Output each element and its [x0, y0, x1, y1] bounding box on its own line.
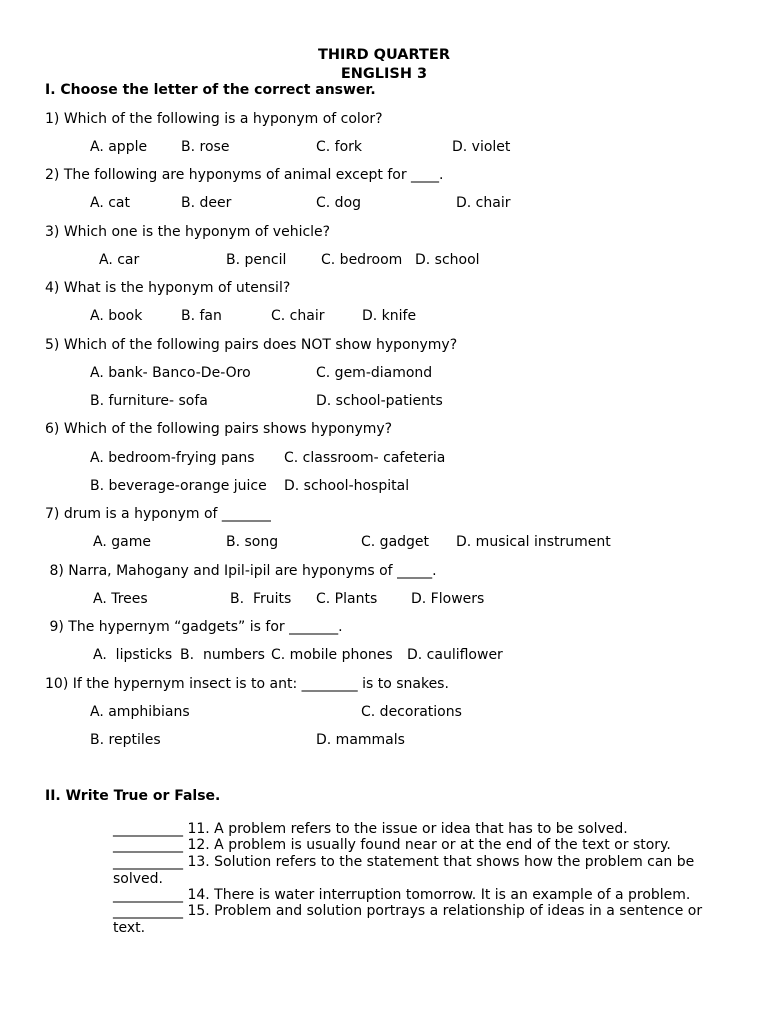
q8-option-c: C. Plants	[316, 591, 378, 607]
q2-option-c: C. dog	[316, 195, 362, 211]
question-3: 3) Which one is the hyponym of vehicle?	[45, 224, 331, 240]
q6-option-b: B. beverage-orange juice	[90, 478, 267, 494]
q1-option-a: A. apple	[90, 139, 148, 155]
question-2: 2) The following are hyponyms of animal except for ____.	[45, 167, 444, 183]
q8-option-a: A. Trees	[93, 591, 148, 607]
question-8: 8) Narra, Mahogany and Ipil-ipil are hyponyms of _____.	[45, 563, 437, 579]
q7-option-d: D. musical instrument	[456, 534, 611, 550]
q9-option-a: A. lipsticks	[93, 647, 173, 663]
q10-option-c: C. decorations	[361, 704, 462, 720]
q8-option-d: D. Flowers	[411, 591, 485, 607]
q10-option-a: A. amphibians	[90, 704, 190, 720]
q2-option-a: A. cat	[90, 195, 130, 211]
q1-option-b: B. rose	[181, 139, 230, 155]
q3-option-d: D. school	[415, 252, 480, 268]
q9-option-d: D. cauliflower	[407, 647, 503, 663]
q7-option-b: B. song	[226, 534, 279, 550]
tf-item-11: __________ 11. A problem refers to the issue or idea that has to be solved.	[113, 821, 628, 837]
question-7: 7) drum is a hyponym of _______	[45, 506, 271, 522]
q10-option-b: B. reptiles	[90, 732, 161, 748]
question-4: 4) What is the hyponym of utensil?	[45, 280, 291, 296]
q2-option-b: B. deer	[181, 195, 232, 211]
q3-option-c: C. bedroom	[321, 252, 403, 268]
question-9: 9) The hypernym “gadgets” is for _______.	[45, 619, 343, 635]
q9-option-b: B. numbers	[180, 647, 265, 663]
q6-option-a: A. bedroom-frying pans	[90, 450, 255, 466]
q6-option-d: D. school-hospital	[284, 478, 410, 494]
q3-option-a: A. car	[99, 252, 140, 268]
q5-option-c: C. gem-diamond	[316, 365, 433, 381]
question-5: 5) Which of the following pairs does NOT show hyponymy?	[45, 337, 458, 353]
q7-option-a: A. game	[93, 534, 151, 550]
part2-heading: II. Write True or False.	[45, 788, 221, 804]
tf-item-14: __________ 14. There is water interruption tomorrow. It is an example of a problem.	[113, 887, 691, 903]
q4-option-c: C. chair	[271, 308, 325, 324]
q4-option-b: B. fan	[181, 308, 222, 324]
q9-option-c: C. mobile phones	[271, 647, 393, 663]
part1-heading: I. Choose the letter of the correct answer.	[45, 82, 376, 98]
q8-option-b: B. Fruits	[230, 591, 292, 607]
tf-item-13: __________ 13. Solution refers to the statement that shows how the problem can be solved.	[113, 854, 695, 887]
q4-option-a: A. book	[90, 308, 143, 324]
q4-option-d: D. knife	[362, 308, 417, 324]
question-6: 6) Which of the following pairs shows hyponymy?	[45, 421, 393, 437]
q7-option-c: C. gadget	[361, 534, 430, 550]
tf-item-12: __________ 12. A problem is usually found near or at the end of the text or story.	[113, 837, 671, 853]
q2-option-d: D. chair	[456, 195, 511, 211]
tf-item-15: __________ 15. Problem and solution portrays a relationship of ideas in a sentence or text.	[113, 903, 703, 936]
q10-option-d: D. mammals	[316, 732, 405, 748]
q1-option-d: D. violet	[452, 139, 511, 155]
q5-option-d: D. school-patients	[316, 393, 443, 409]
question-10: 10) If the hypernym insect is to ant: ________ is to snakes.	[45, 676, 449, 692]
subject-title: ENGLISH 3	[340, 66, 428, 82]
q5-option-b: B. furniture- sofa	[90, 393, 208, 409]
q3-option-b: B. pencil	[226, 252, 287, 268]
q6-option-c: C. classroom- cafeteria	[284, 450, 446, 466]
quarter-title: THIRD QUARTER	[317, 47, 451, 63]
q1-option-c: C. fork	[316, 139, 363, 155]
question-1: 1) Which of the following is a hyponym of color?	[45, 111, 383, 127]
q5-option-a: A. bank- Banco-De-Oro	[90, 365, 251, 381]
